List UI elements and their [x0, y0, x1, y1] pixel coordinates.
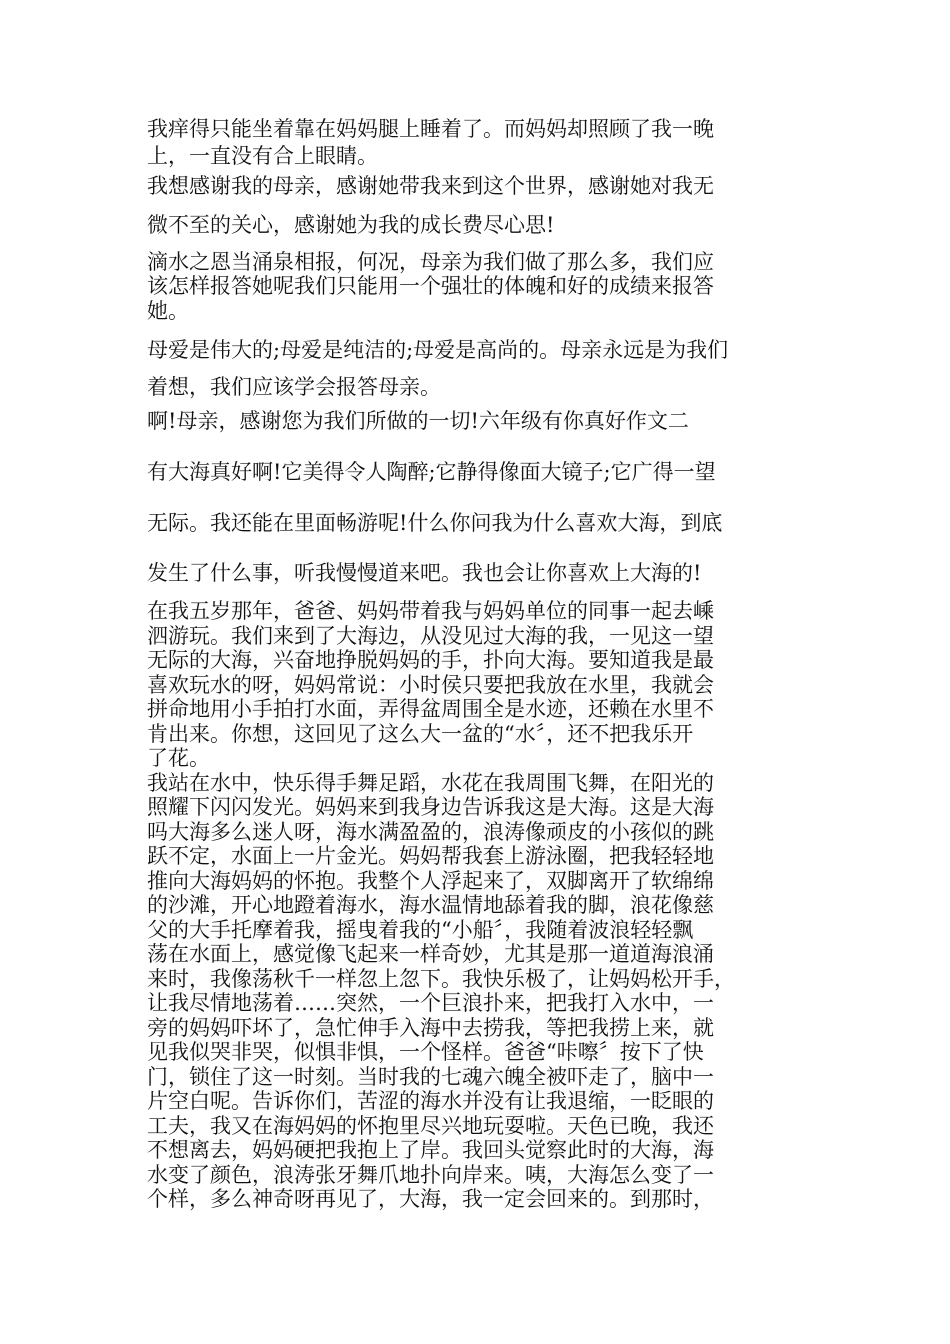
- text-line: 推向大海妈妈的怀抱。我整个人浮起来了，双脚离开了软绵绵: [147, 869, 714, 893]
- text-line: 片空白呢。告诉你们，苦涩的海水并没有让我退缩，一眨眼的: [147, 1089, 714, 1113]
- text-line: 水变了颜色，浪涛张牙舞爪地扑向岸来。咦，大海怎么变了一: [147, 1163, 714, 1187]
- text-line: 我想感谢我的母亲，感谢她带我来到这个世界，感谢她对我无: [147, 174, 714, 198]
- text-line: 让我尽情地荡着……突然，一个巨浪扑来，把我打入水中，一: [147, 991, 714, 1015]
- text-line: 无际的大海，兴奋地挣脱妈妈的手，扑向大海。要知道我是最: [147, 648, 714, 672]
- text-line: 了花。: [147, 746, 210, 770]
- text-line: 跃不定，水面上一片金光。妈妈帮我套上游泳圈，把我轻轻地: [147, 844, 714, 868]
- text-line: 喜欢玩水的呀，妈妈常说：小时侯只要把我放在水里，我就会: [147, 673, 714, 697]
- text-line: 该怎样报答她呢我们只能用一个强壮的体魄和好的成绩来报答: [147, 274, 714, 298]
- text-line: 父的大手托摩着我，摇曳着我的“小船〞，我随着波浪轻轻飘: [147, 918, 694, 942]
- text-line: 门，锁住了这一时刻。当时我的七魂六魄全被吓走了，脑中一: [147, 1065, 714, 1089]
- text-line: 有大海真好啊!它美得令人陶醉;它静得像面大镜子;它广得一望: [147, 460, 716, 484]
- text-line: 她。: [147, 299, 189, 323]
- text-line: 泗游玩。我们来到了大海边，从没见过大海的我，一见这一望: [147, 624, 714, 648]
- text-line: 旁的妈妈吓坏了，急忙伸手入海中去捞我，等把我捞上来，就: [147, 1016, 714, 1040]
- text-line: 见我似哭非哭，似惧非惧，一个怪样。爸爸“咔嚓〞按下了快: [147, 1040, 704, 1064]
- text-line: 母爱是伟大的;母爱是纯洁的;母爱是高尚的。母亲永远是为我们: [147, 338, 729, 362]
- text-line: 照耀下闪闪发光。妈妈来到我身边告诉我这是大海。这是大海: [147, 795, 714, 819]
- text-line: 肯出来。你想，这回见了这么大一盆的“水〞，还不把我乐开: [147, 722, 694, 746]
- text-line: 不想离去，妈妈硬把我抱上了岸。我回头觉察此时的大海，海: [147, 1138, 714, 1162]
- text-line: 发生了什么事，听我慢慢道来吧。我也会让你喜欢上大海的!: [147, 561, 702, 585]
- text-line: 我站在水中，快乐得手舞足蹈，水花在我周围飞舞，在阳光的: [147, 771, 714, 795]
- text-line: 来时，我像荡秋千一样忽上忽下。我快乐极了，让妈妈松开手，: [147, 967, 735, 991]
- text-line: 无际。我还能在里面畅游呢!什么你问我为什么喜欢大海，到底: [147, 511, 723, 535]
- text-line: 微不至的关心，感谢她为我的成长费尽心思!: [147, 213, 555, 237]
- text-line: 荡在水面上，感觉像飞起来一样奇妙，尤其是那一道道海浪涌: [147, 942, 714, 966]
- text-line: 吗大海多么迷人呀，海水满盈盈的，浪涛像顽皮的小孩似的跳: [147, 820, 714, 844]
- text-line: 啊!母亲，感谢您为我们所做的一切!六年级有你真好作文二: [147, 409, 689, 433]
- text-line: 上，一直没有合上眼睛。: [147, 144, 378, 168]
- text-line: 的沙滩，开心地蹬着海水，海水温情地舔着我的脚，浪花像慈: [147, 893, 714, 917]
- text-line: 我痒得只能坐着靠在妈妈腿上睡着了。而妈妈却照顾了我一晚: [147, 117, 714, 141]
- text-line: 滴水之恩当涌泉相报，何况，母亲为我们做了那么多，我们应: [147, 250, 714, 274]
- text-line: 工夫，我又在海妈妈的怀抱里尽兴地玩耍啦。天色已晚，我还: [147, 1114, 714, 1138]
- text-line: 着想，我们应该学会报答母亲。: [147, 375, 441, 399]
- text-line: 在我五岁那年，爸爸、妈妈带着我与妈妈单位的同事一起去嵊: [147, 599, 714, 623]
- text-line: 拼命地用小手拍打水面，弄得盆周围全是水迹，还赖在水里不: [147, 697, 714, 721]
- text-line: 个样，多么神奇呀再见了，大海，我一定会回来的。到那时，: [147, 1187, 714, 1211]
